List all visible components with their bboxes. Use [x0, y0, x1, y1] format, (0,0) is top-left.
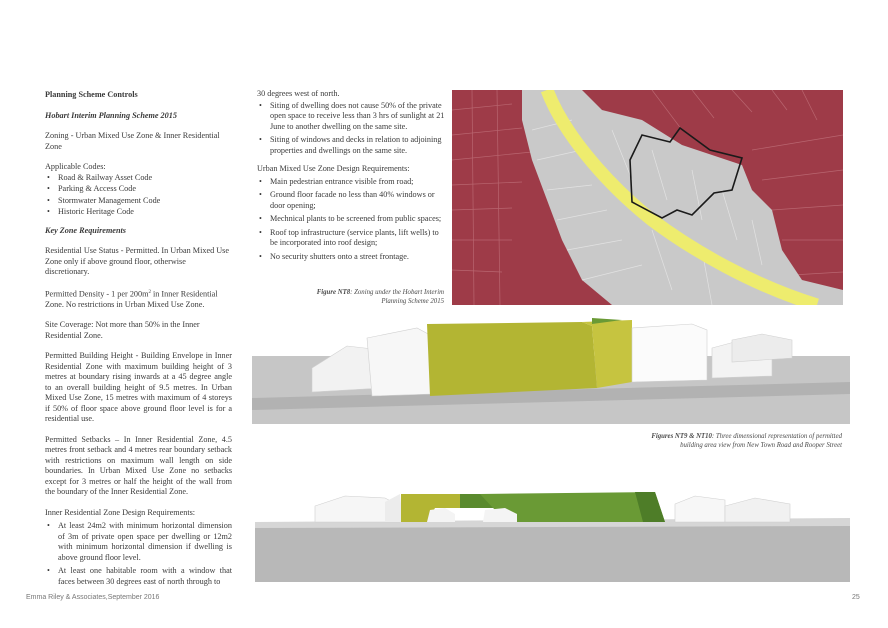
applicable-codes — [45, 162, 232, 218]
applicable-codes-label: Applicable Codes: — [45, 162, 106, 171]
envelope-main — [427, 322, 597, 396]
caption-nt9 — [630, 432, 842, 450]
density-prefix: Permitted Density - 1 per 200m — [45, 289, 149, 299]
continuation-text: 30 degrees west of north. — [257, 89, 340, 98]
list-item: • Historic Heritage Code — [45, 207, 232, 218]
building-height-text: Permitted Building Height - Building Envelope in Inner Residential Zone with maximum building height of 3 metres at boundary rising inwards at a 45 degree angle to an overall building height of 9.5 metres. In Urban Mixed Use Zone, 15 metres with maximum of 4 storeys if 50% of floor space above ground floor level is for a residential use. — [45, 351, 232, 424]
zoning-text: Zoning - Urban Mixed Use Zone & Inner Residential Zone — [45, 131, 220, 151]
text-column-middle — [257, 89, 445, 270]
text-column-left — [45, 90, 232, 595]
urban-design-list — [257, 177, 445, 263]
caption-text: : Zoning under the Hobart Interim Planning Scheme 2015 — [350, 289, 444, 305]
list-item: • Parking & Access Code — [45, 184, 232, 195]
list-item: • Stormwater Management Code — [45, 196, 232, 207]
page-number: 25 — [852, 594, 860, 601]
inner-design-list — [45, 521, 232, 587]
footer-author: Emma Riley & Associates,September 2016 — [26, 594, 160, 601]
inner-design-label: Inner Residential Zone Design Requirements: — [45, 507, 196, 517]
list-item: • No security shutters onto a street frontage. — [257, 252, 445, 263]
caption-fig-label: Figures NT9 & NT10 — [651, 433, 712, 440]
list-item: • Siting of dwelling does not cause 50% of the private open space to receive less than 3 hrs of sunlight at 21 June to another dwelling on the same site. — [257, 101, 445, 133]
list-item: • Main pedestrian entrance visible from road; — [257, 177, 445, 188]
caption-nt8 — [296, 288, 444, 306]
caption-text: : Three dimensional representation of permitted building area view from New Town Road and Rooper Street — [680, 433, 842, 449]
zoning-map — [452, 90, 843, 305]
urban-design-label: Urban Mixed Use Zone Design Requirements: — [257, 164, 410, 173]
building-envelope-view-2 — [255, 488, 850, 582]
setbacks-text: Permitted Setbacks – In Inner Residential Zone, 4.5 metres front setback and 4 metres rear boundary setback with restrictions on maximum wall length on side boundaries. In Urban Mixed Use Zone no setbacks except for 3 metres or half the height of the wall from the boundary of the Inner Residential Zone. — [45, 434, 232, 497]
residential-use-text: Residential Use Status - Permitted. In Urban Mixed Use Zone only if above ground floor, otherwise discretionary. — [45, 246, 229, 276]
building-envelope-view-1 — [252, 318, 850, 424]
list-item: • Mechnical plants to be screened from public spaces; — [257, 214, 445, 225]
density-suffix: in Inner Residential Zone. No restrictions in Urban Mixed Use Zone. — [45, 289, 218, 309]
density-text: Permitted Density - 1 per $200m^2$ in Inner Residential Zone. No restrictions in Urban Mixed Use Zone. — [45, 289, 218, 309]
list-item: • Ground floor facade no less than 40% windows or door opening; — [257, 190, 445, 211]
section-heading: Planning Scheme Controls — [45, 90, 138, 99]
list-item: • At least 24m2 with minimum horizontal dimension of 3m of private open space per dwelling or 12m2 with minimum horizontal dimension if dwelling is above ground floor level. — [45, 521, 232, 563]
list-item: • Roof top infrastructure (service plants, lift wells) to be incorporated into roof design; — [257, 228, 445, 249]
inner-design-list-cont — [257, 101, 445, 157]
caption-fig-label: Figure NT8 — [316, 289, 351, 296]
key-zone-heading: Key Zone Requirements — [45, 225, 126, 235]
list-item: • Siting of windows and decks in relation to adjoining properties and dwellings on the same site. — [257, 135, 445, 156]
list-item: • At least one habitable room with a window that faces between 30 degrees east of north through to — [45, 566, 232, 587]
list-item: • Road & Railway Asset Code — [45, 173, 232, 184]
applicable-codes-list — [45, 173, 232, 218]
scheme-title: Hobart Interim Planning Scheme 2015 — [45, 110, 177, 120]
site-coverage-text: Site Coverage: Not more than 50% in the Inner Residential Zone. — [45, 320, 200, 340]
